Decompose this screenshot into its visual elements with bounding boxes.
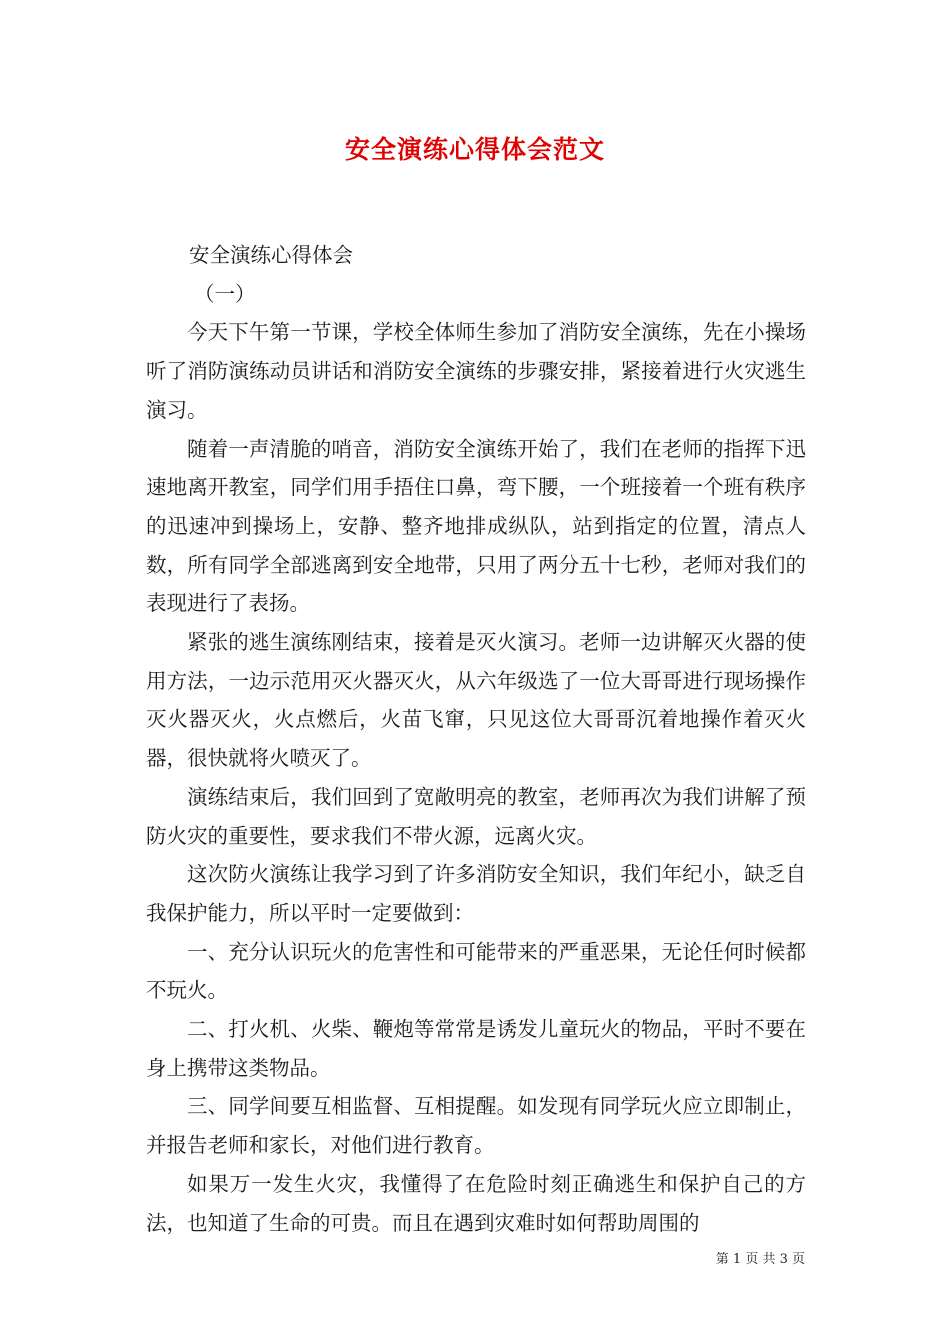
section-marker: （一） (194, 281, 256, 306)
document-title: 安全演练心得体会范文 (344, 135, 605, 164)
paragraph: 演练结束后，我们回到了宽敞明亮的教室，老师再次为我们讲解了预防火灾的重要性，要求我们不带火源，远离火灾。 (146, 784, 806, 848)
paragraph: 随着一声清脆的哨音，消防安全演练开始了，我们在老师的指挥下迅速地离开教室，同学们用手捂住口鼻，弯下腰，一个班接着一个班有秩序的迅速冲到操场上，安静、整齐地排成纵队，站到指定的位置，清点人数，所有同学全部逃离到安全地带，只用了两分五十七秒，老师对我们的表现进行了表扬。 (146, 436, 806, 616)
paragraph: 紧张的逃生演练刚结束，接着是灭火演习。老师一边讲解灭火器的使用方法，一边示范用灭火器灭火，从六年级选了一位大哥哥进行现场操作灭火器灭火，火点燃后，火苗飞窜，只见这位大哥哥沉着地操作着灭火器，很快就将火喷灭了。 (146, 630, 806, 771)
paragraph: 二、打火机、火柴、鞭炮等常常是诱发儿童玩火的物品，平时不要在身上携带这类物品。 (146, 1017, 806, 1080)
paragraph: 三、同学间要互相监督、互相提醒。如发现有同学玩火应立即制止，并报告老师和家长，对他们进行教育。 (146, 1094, 806, 1158)
document-body (146, 236, 806, 1242)
document-subtitle: 安全演练心得体会 (189, 243, 353, 267)
paragraph: 一、充分认识玩火的危害性和可能带来的严重恶果，无论任何时候都不玩火。 (146, 939, 806, 1003)
paragraph: 如果万一发生火灾，我懂得了在危险时刻正确逃生和保护自己的方法，也知道了生命的可贵。而且在遇到灾难时如何帮助周围的 (146, 1171, 806, 1235)
paragraph: 今天下午第一节课，学校全体师生参加了消防安全演练，先在小操场听了消防演练动员讲话和消防安全演练的步骤安排，紧接着进行火灾逃生演习。 (146, 320, 806, 422)
page-number: 第 1 页 共 3 页 (715, 1252, 805, 1267)
paragraph: 这次防火演练让我学习到了许多消防安全知识，我们年纪小，缺乏自我保护能力，所以平时一定要做到： (146, 862, 806, 925)
